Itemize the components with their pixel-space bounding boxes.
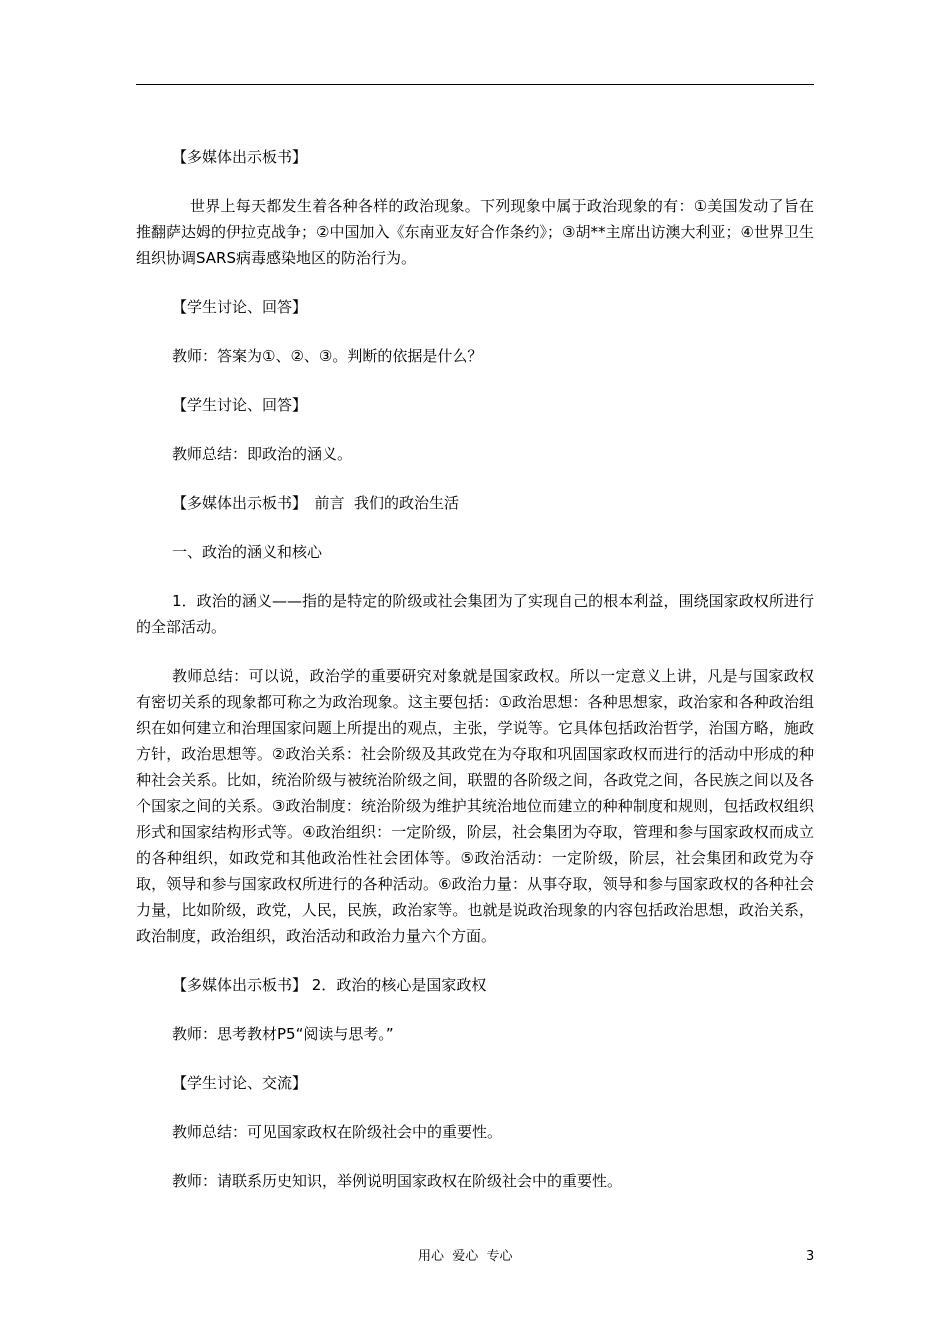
student-discussion-heading: 【学生讨论、交流】 [172,1074,308,1092]
teacher-summary-paragraph: 教师总结：可以说，政治学的重要研究对象就是国家政权。所以一定意义上讲，凡是与国家政权有密切关系的现象都可称之为政治现象。这主要包括：①政治思想：各种思想家，政治家和各种政治组织在如何建立和治理国家问题上所提出的观点，主张，学说等。它具体包括政治哲学，治国方略，施政方针，政治思想等。②政治关系：社会阶级及其政党在为夺取和巩固国家政权而进行的活动中形成的种种社会关系。比如，统治阶级与被统治阶级之间，联盟的各阶级之间，各政党之间，各民族之间以及各个国家之间的关系。③政治制度：统治阶级为维护其统治地位而建立的种种制度和规则，包括政权组织形式和国家结构形式等。④政治组织：一定阶级，阶层，社会集团为夺取，管理和参与国家政权而成立的各种组织，如政党和其他政治性社会团体等。⑤政治活动：一定阶级，阶层，社会集团和政党为夺取，领导和参与国家政权所进行的各种活动。⑥政治力量：从事夺取，领导和参与国家政权的各种社会力量，比如阶级，政党，人民，民族，政治家等。也就是说政治现象的内容包括政治思想，政治关系，政治制度，政治组织，政治活动和政治力量六个方面。 [136,667,814,945]
student-discussion-heading: 【学生讨论、回答】 [172,298,308,316]
teacher-summary: 教师总结：即政治的涵义。 [172,445,353,463]
footer-motto: 用心 爱心 专心 [418,1249,513,1264]
question-paragraph: 世界上每天都发生着各种各样的政治现象。下列现象中属于政治现象的有：①美国发动了旨在推翻萨达姆的伊拉克战争；②中国加入《东南亚友好合作条约》；③胡**主席出访澳大利亚；④世界卫生组织协调SARS病毒感染地区的防治行为。 [136,197,814,267]
student-discussion-heading: 【学生讨论、回答】 [172,396,308,414]
teacher-prompt: 教师：请联系历史知识，举例说明国家政权在阶级社会中的重要性。 [172,1172,623,1190]
document-body [136,144,814,1217]
board-heading: 【多媒体出示板书】 2．政治的核心是国家政权 [172,976,487,994]
section-heading: 一、政治的涵义和核心 [172,543,323,561]
board-heading: 【多媒体出示板书】 前言 我们的政治生活 [172,494,460,512]
teacher-prompt: 教师：思考教材P5“阅读与思考。” [172,1025,394,1043]
page-number: 3 [806,1249,815,1264]
definition-paragraph: 1．政治的涵义——指的是特定的阶级或社会集团为了实现自己的根本利益，围绕国家政权所进行的全部活动。 [136,592,814,636]
teacher-answer: 教师：答案为①、②、③。判断的依据是什么？ [172,347,483,365]
header-rule [136,84,814,85]
teacher-summary: 教师总结：可见国家政权在阶级社会中的重要性。 [172,1123,503,1141]
board-heading: 【多媒体出示板书】 [172,148,308,166]
